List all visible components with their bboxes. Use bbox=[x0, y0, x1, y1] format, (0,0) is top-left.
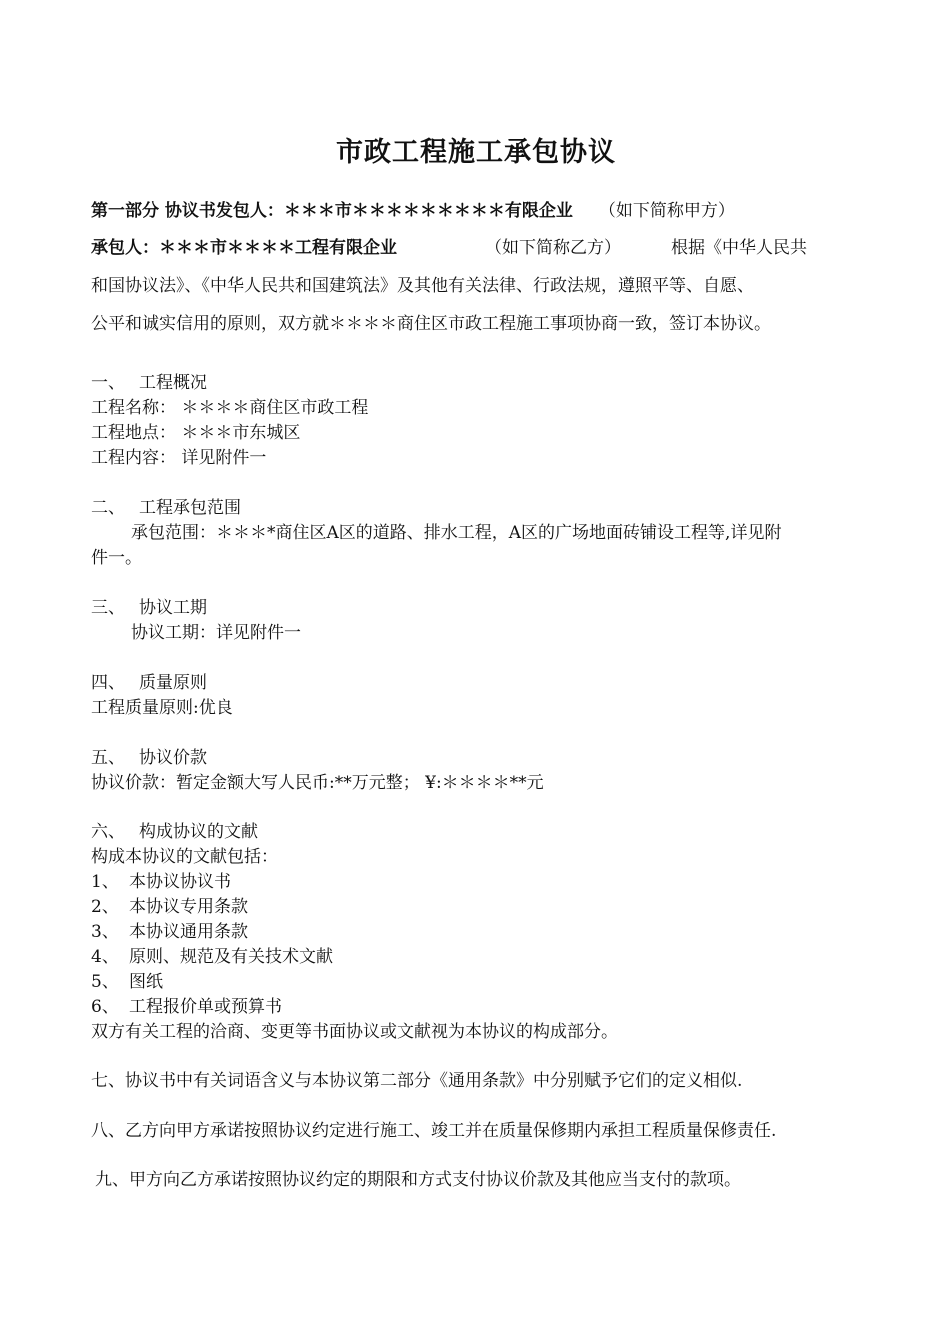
list-item-number: 6、 bbox=[91, 997, 119, 1017]
contractor-note: （如下简称乙方） bbox=[485, 238, 621, 258]
section-heading bbox=[91, 820, 258, 844]
list-item-number: 2、 bbox=[91, 897, 119, 917]
list-item-number: 3、 bbox=[91, 922, 119, 942]
list-item-text: 本协议协议书 bbox=[129, 872, 231, 892]
list-item bbox=[91, 970, 163, 994]
schedule-text: 协议工期：详见附件一 bbox=[131, 623, 301, 643]
section-number: 三、 bbox=[91, 598, 125, 618]
list-item-text: 本协议专用条款 bbox=[129, 897, 248, 917]
list-item-text: 工程报价单或预算书 bbox=[129, 997, 282, 1017]
section-heading bbox=[91, 746, 207, 770]
section-heading bbox=[91, 596, 207, 620]
list-item bbox=[91, 995, 282, 1019]
clause-nine: 九、甲方向乙方承诺按照协议约定的期限和方式支付协议价款及其他应当支付的款项。 bbox=[95, 1170, 741, 1190]
scope-text: 承包范围：＊＊＊*商住区A区的道路、排水工程，A区的广场地面砖铺设工程等,详见附 bbox=[131, 523, 782, 543]
documents-intro: 构成本协议的文献包括： bbox=[91, 847, 278, 867]
list-item bbox=[91, 920, 248, 944]
section-heading bbox=[91, 671, 207, 695]
documents-closing: 双方有关工程的洽商、变更等书面协议或文献视为本协议的构成部分。 bbox=[91, 1022, 618, 1042]
project-content: 工程内容： 详见附件一 bbox=[91, 448, 267, 468]
list-item-number: 5、 bbox=[91, 972, 119, 992]
list-item-text: 本协议通用条款 bbox=[129, 922, 248, 942]
clause-seven: 七、协议书中有关词语含义与本协议第二部分《通用条款》中分别赋予它们的定义相似. bbox=[91, 1071, 743, 1091]
clause-eight: 八、乙方向甲方承诺按照协议约定进行施工、竣工并在质量保修期内承担工程质量保修责任. bbox=[91, 1121, 777, 1141]
section-title: 协议工期 bbox=[139, 598, 207, 618]
intro-text-line: 公平和诚实信用的原则，双方就＊＊＊＊商住区市政工程施工事项协商一致，签订本协议。 bbox=[91, 314, 771, 334]
price-text: 协议价款：暂定金额大写人民币:**万元整； ¥:＊＊＊＊**元 bbox=[91, 773, 544, 793]
section-title: 协议价款 bbox=[139, 748, 207, 768]
intro-text-line: 和国协议法》、《中华人民共和国建筑法》及其他有关法律、行政法规，遵照平等、自愿、 bbox=[91, 276, 754, 296]
list-item-number: 4、 bbox=[91, 947, 119, 967]
employer-line bbox=[91, 199, 735, 223]
list-item bbox=[91, 870, 231, 894]
section-title: 工程承包范围 bbox=[139, 498, 241, 518]
section-number: 六、 bbox=[91, 822, 125, 842]
list-item bbox=[91, 895, 248, 919]
section-title: 工程概况 bbox=[139, 373, 207, 393]
section-heading bbox=[91, 371, 207, 395]
contractor-label: 承包人：＊＊＊市＊＊＊＊工程有限企业 bbox=[91, 238, 397, 258]
document-title: 市政工程施工承包协议 bbox=[336, 137, 616, 168]
scope-text-cont: 件一。 bbox=[91, 548, 142, 568]
intro-text-start: 根据《中华人民共 bbox=[671, 238, 807, 258]
section-number: 二、 bbox=[91, 498, 125, 518]
list-item bbox=[91, 945, 333, 969]
contractor-line bbox=[91, 236, 807, 260]
section-title: 质量原则 bbox=[139, 673, 207, 693]
list-item-text: 原则、规范及有关技术文献 bbox=[129, 947, 333, 967]
section-number: 五、 bbox=[91, 748, 125, 768]
project-name: 工程名称： ＊＊＊＊商住区市政工程 bbox=[91, 398, 369, 418]
section-heading bbox=[91, 496, 241, 520]
section-number: 四、 bbox=[91, 673, 125, 693]
quality-text: 工程质量原则:优良 bbox=[91, 698, 233, 718]
section-number: 一、 bbox=[91, 373, 125, 393]
employer-label: 第一部分 协议书发包人：＊＊＊市＊＊＊＊＊＊＊＊＊有限企业 bbox=[91, 201, 573, 221]
list-item-text: 图纸 bbox=[129, 972, 163, 992]
section-title: 构成协议的文献 bbox=[139, 822, 258, 842]
employer-note: （如下简称甲方） bbox=[598, 201, 735, 221]
project-location: 工程地点： ＊＊＊市东城区 bbox=[91, 423, 301, 443]
list-item-number: 1、 bbox=[91, 872, 119, 892]
